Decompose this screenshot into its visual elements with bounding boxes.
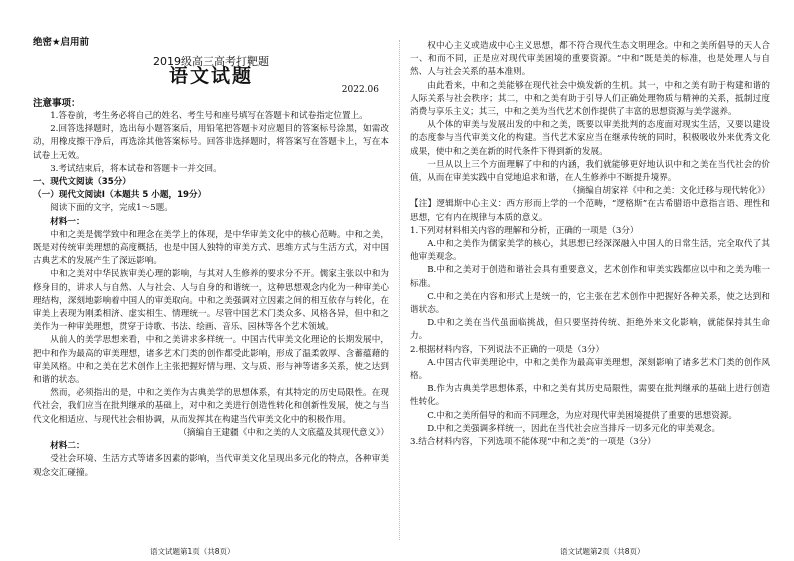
source-citation: （摘编自胡家祥《中和之美：文化迁移与现代转化》） xyxy=(568,186,770,197)
subsection-title: （一）现代文阅读Ⅰ（本题共 5 小题，19分） xyxy=(33,190,207,201)
paragraph: 权中心主义或造成中心主义思想，都不符合现代生态文明理念。中和之美所倡导的天人合一、和而不同，正是应对现代审美困境的重要资源。“中和”既是美的标准，也是处理人与自然、人与社会关系的基本准则。 xyxy=(410,41,770,78)
instruction: 阅读下面的文字，完成1～5题。 xyxy=(50,203,173,214)
question-1-stem: 1.下列对材料相关内容的理解和分析，正确的一项是（3分） xyxy=(410,225,639,236)
question-3-stem: 3.结合材料内容，下列选项不能体现“中和之美”的一项是（3分） xyxy=(410,437,656,448)
option-b: B.作为古典美学思想体系，中和之美有其历史局限性，需要在批判继承的基础上进行创造性转化。 xyxy=(410,384,770,408)
paragraph: 中和之美对中华民族审美心理的影响，与其对人生修养的要求分不开。儒家主张以中和为修身目的，讲求人与自然、人与社会、人与自身的和谐统一，这种思想观念内化为一种审美心理结构，深刻地影响着中国人的审美取向。中和之美强调对立因素之间的相互依存与转化，在审美上表现为刚柔相济、虚实相生、情理统一。尽管中国艺术门类众多、风格各异，但中和之美作为一种审美理想，贯穿于诗歌、书法、绘画、音乐、园林等各个艺术领域。 xyxy=(33,269,389,333)
paragraph: 从个体的审美与发展出发的中和之美，既要以审美批判的态度面对现实生活，又要以建设的态度参与当代审美文化的构建。当代艺术家应当在继承传统的同时，积极吸收外来优秀文化成果，使中和之美在新的时代条件下得到新的发展。 xyxy=(410,120,770,157)
page-footer-right: 语文试题第2页（共8页） xyxy=(560,547,645,556)
paragraph: 中和之美是儒学致中和理念在美学上的体现，是中华审美文化中的核心范畴。中和之美，既是对传统审美理想的高度概括，也是中国人独特的审美方式、思维方式与生活方式，对中国古典艺术的发展产生了深远影响。 xyxy=(33,229,389,267)
option-a: A.中国古代审美理论中，中和之美作为最高审美理想，深刻影响了诸多艺术门类的创作风格。 xyxy=(410,357,770,382)
paragraph: 然而，必须指出的是，中和之美作为古典美学的思想体系，有其特定的历史局限性。在现代社会，我们应当在批判继承的基础上，对中和之美进行创造性转化和创新性发展，使之与当代文化相适应、与现代社会相协调，从而发挥其在构建当代审美文化中的积极作用。 xyxy=(33,388,389,425)
exam-title: 2019级高三高考打靶题 xyxy=(153,55,269,69)
option-d: D.中和之美在当代虽面临挑战，但只要坚持传统、拒绝外来文化影响，就能保持其生命力。 xyxy=(410,318,770,342)
option-c: C.中和之美在内容和形式上是统一的，它主张在艺术创作中把握好各种关系，使之达到和谐状态。 xyxy=(410,291,770,316)
paragraph: 一旦从以上三个方面理解了中和的内涵，我们就能够更好地认识中和之美在当代社会的价值，从而在审美实践中自觉地追求和谐，在人生修养中不断提升境界。 xyxy=(410,159,770,184)
option-a: A.中和之美作为儒家美学的核心，其思想已经深深融入中国人的日常生活，完全取代了其他审美观念。 xyxy=(410,239,770,263)
subject-title: 语文试题 xyxy=(168,65,253,88)
material-label: 材料二： xyxy=(50,441,85,452)
note-item: 1.答卷前，考生务必将自己的姓名、考生号和座号填写在答题卡和试卷指定位置上。 xyxy=(50,111,368,122)
left-column xyxy=(33,36,389,546)
option-b: B.中和之美对于创造和谐社会具有重要意义，艺术创作和审美实践都应以中和之美为唯一标准。 xyxy=(410,265,770,289)
question-2-stem: 2.根据材料内容，下列说法不正确的一项是（3分） xyxy=(410,344,605,355)
option-d: D.中和之美强调多样统一，因此在当代社会应当排斥一切多元化的审美观念。 xyxy=(427,423,721,434)
section-title: 一、现代文阅读（35分） xyxy=(33,177,131,188)
material-label: 材料一： xyxy=(50,216,85,227)
paragraph: 从前人的美学思想来看，中和之美讲求多样统一。中国古代审美文化理论的长期发展中，把中和作为最高的审美理想，诸多艺术门类的创作都受此影响，形成了温柔敦厚、含蓄蕴藉的审美风格。中和之美在艺术创作上主张把握好情与理、文与质、形与神等诸多关系，使之达到和谐的状态。 xyxy=(33,335,389,386)
column-divider xyxy=(399,40,400,540)
note-item: 2.回答选择题时，选出每小题答案后，用铅笔把答题卡对应题目的答案标号涂黑，如需改动，用橡皮擦干净后，再选涂其他答案标号。回答非选择题时，将答案写在答题卡上，写在本试卷上无效。 xyxy=(33,124,389,161)
source-citation: （摘编自王建疆《中和之美的人文底蕴及其现代意义》） xyxy=(178,427,389,438)
option-c: C.中和之美所倡导的和而不同理念，为应对现代审美困境提供了重要的思想资源。 xyxy=(427,410,737,421)
exam-date: 2022.06 xyxy=(341,84,379,95)
paragraph: 由此看来，中和之美能够在现代社会中焕发新的生机。其一，中和之美有助于构建和谐的人际关系与社会秩序；其二，中和之美有助于引导人们正确处理物质与精神的关系，抵制过度消费与享乐主义；其三，中和之美为当代艺术创作提供了丰富的思想资源与美学滋养。 xyxy=(410,80,770,118)
secret-label: 绝密★启用前 xyxy=(33,37,90,48)
notes-title: 注意事项： xyxy=(33,97,81,109)
right-column xyxy=(410,40,770,550)
page-footer-left: 语文试题第1页（共8页） xyxy=(150,547,235,556)
note-item: 3.考试结束后，将本试卷和答题卡一并交回。 xyxy=(50,163,222,174)
footnote: 【注】逻辑斯中心主义：西方形而上学的一个范畴，“逻格斯”在古希腊语中意指言语、理性和思想，它有内在规律与本质的意义。 xyxy=(410,199,770,223)
paragraph: 受社会环境、生活方式等诸多因素的影响，当代审美文化呈现出多元化的特点，各种审美观念交汇碰撞。 xyxy=(33,454,389,478)
